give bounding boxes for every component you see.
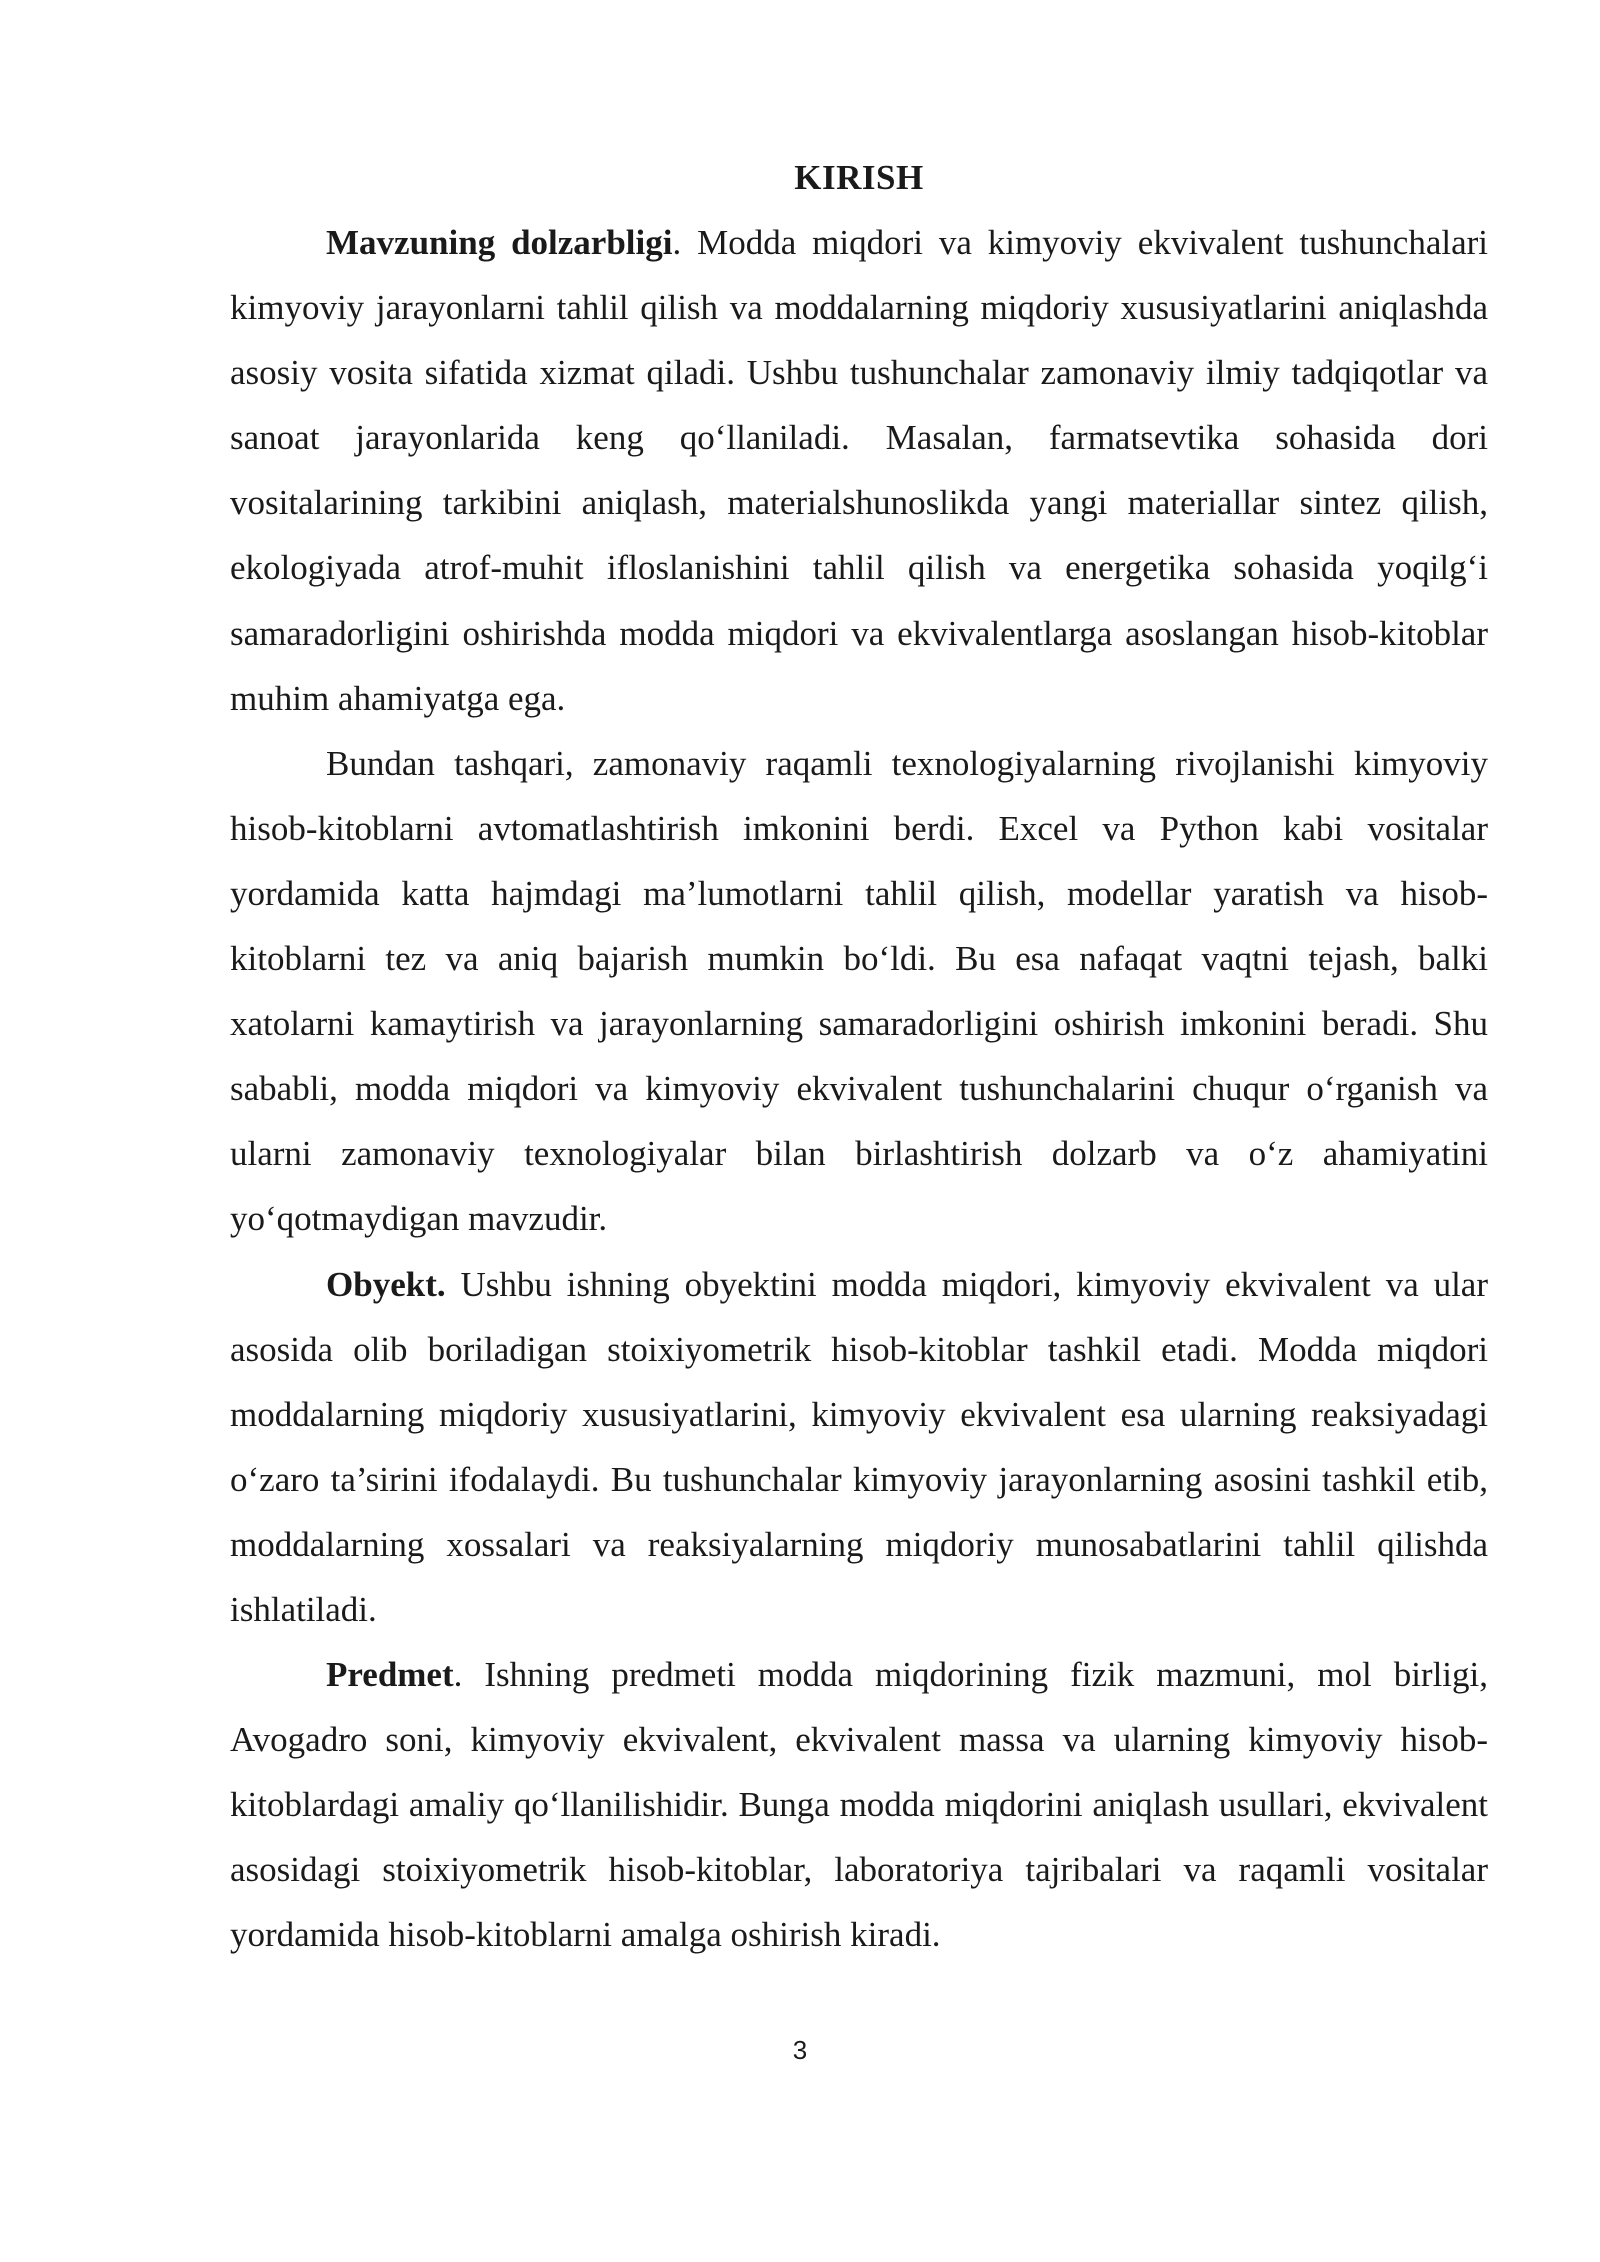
page-number: 3 [792, 2035, 808, 2065]
paragraph-lead: Mavzuning dolzarbligi [326, 223, 673, 262]
section-title: KIRISH [794, 158, 924, 197]
paragraph-text: Ishning predmeti modda miqdorining fizik mazmuni, mol birligi, Avogadro soni, kimyoviy ekvivalent, ekvivalent massa va ularning kimyoviy hisob-kitoblardagi amaliy qo‘llanilishidir. Bunga modda miqdorini aniqlash usullari, ekvivalent asosidagi stoixiyometrik hisob-kitoblar, laboratoriya tajribalari va raqamli vositalar yordamida hisob-kitoblarni amalga oshirish kiradi. [230, 1655, 1488, 1955]
paragraph-technology [230, 731, 1488, 1252]
paragraph-text: Ushbu ishning obyektini modda miqdori, kimyoviy ekvivalent va ular asosida olib boriladigan stoixiyometrik hisob-kitoblar tashkil etadi. Modda miqdori moddalarning miqdoriy xususiyatlarini, kimyoviy ekvivalent esa ularning reaksiyadagi o‘zaro ta’sirini ifodalaydi. Bu tushunchalar kimyoviy jarayonlarning asosini tashkil etib, moddalarning xossalari va reaksiyalarning miqdoriy munosabatlarini tahlil qilishda ishlatiladi. [230, 1264, 1488, 1629]
paragraph-object [230, 1252, 1488, 1643]
paragraph-text: Modda miqdori va kimyoviy ekvivalent tushunchalari kimyoviy jarayonlarni tahlil qilish va moddalarning miqdoriy xususiyatlarini aniqlashda asosiy vosita sifatida xizmat qiladi. Ushbu tushunchalar zamonaviy ilmiy tadqiqotlar va sanoat jarayonlarida keng qo‘llaniladi. Masalan, farmatsevtika sohasida dori vositalarining tarkibini aniqlash, materialshunoslikda yangi materiallar sintez qilish, ekologiyada atrof-muhit ifloslanishini tahlil qilish va energetika sohasida yoqilg‘i samaradorligini oshirishda modda miqdori va ekvivalentlarga asoslangan hisob-kitoblar muhim ahamiyatga ega. [230, 223, 1488, 718]
paragraph-relevance [230, 210, 1488, 731]
paragraph-lead-punct: . [672, 223, 682, 262]
paragraph-lead-punct: . [453, 1655, 463, 1695]
paragraph-text: Bundan tashqari, zamonaviy raqamli texnologiyalarning rivojlanishi kimyoviy hisob-kitoblarni avtomatlashtirish imkonini berdi. Excel va Python kabi vositalar yordamida katta hajmdagi ma’lumotlarni tahlil qilish, modellar yaratish va hisob-kitoblarni tez va aniq bajarish mumkin bo‘ldi. Bu esa nafaqat vaqtni tejash, balki xatolarni kamaytirish va jarayonlarning samaradorligini oshirish imkonini beradi. Shu sababli, modda miqdori va kimyoviy ekvivalent tushunchalarini chuqur o‘rganish va ularni zamonaviy texnologiyalar bilan birlashtirish dolzarb va o‘z ahamiyatini yo‘qotmaydigan mavzudir. [230, 743, 1488, 1239]
paragraph-subject [230, 1642, 1488, 1967]
paragraph-lead: Obyekt. [326, 1264, 446, 1304]
paragraph-lead: Predmet [326, 1655, 454, 1695]
document-page [230, 145, 1488, 1968]
